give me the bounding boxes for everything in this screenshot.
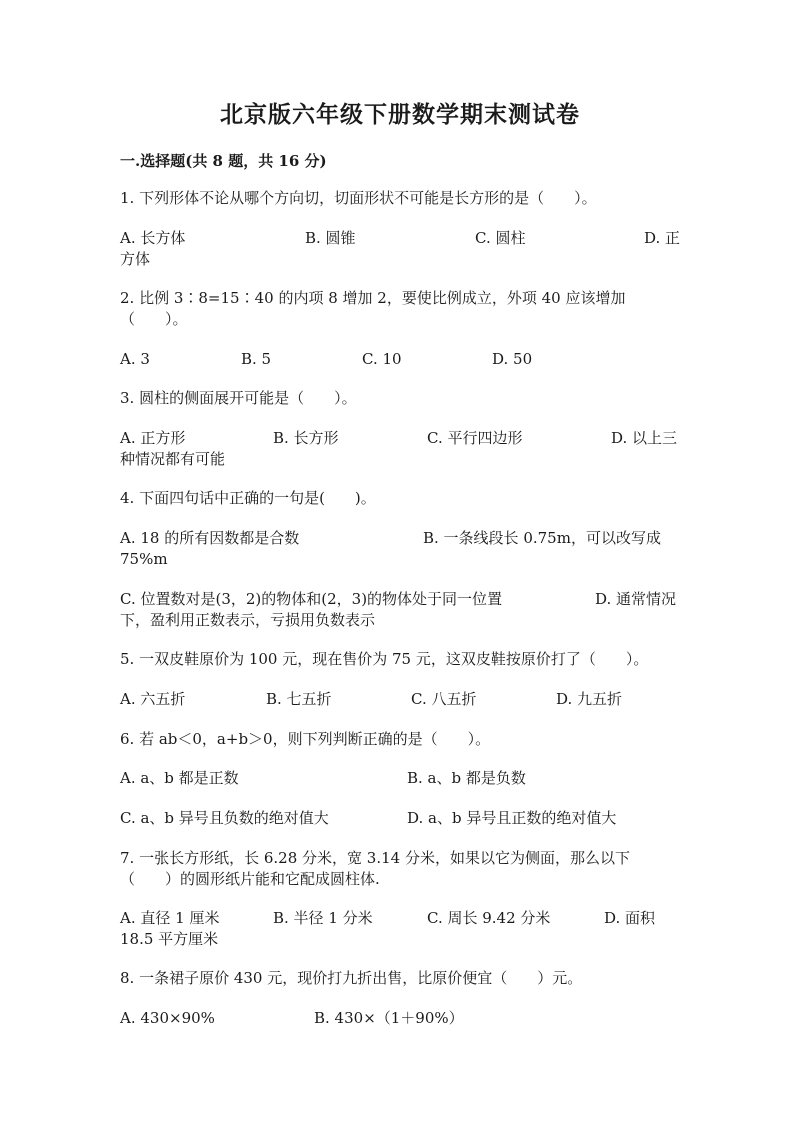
question-5-option-d: D. 九五折 <box>556 690 623 708</box>
question-1-option-c: C. 圆柱 <box>475 229 526 247</box>
question-1-stem: 1. 下列形体不论从哪个方向切，切面形状不可能是长方形的是（ ）。 <box>120 189 597 207</box>
question-3-option-d: D. 以上三 <box>611 429 678 447</box>
question-1-option-a: A. 长方体 <box>120 229 186 247</box>
question-4-option-d: D. 通常情况 <box>595 590 677 608</box>
question-2-option-b: B. 5 <box>241 350 272 368</box>
question-3-option-b: B. 长方形 <box>273 429 339 447</box>
question-2-option-d: D. 50 <box>492 350 533 368</box>
question-6-option-d: D. a、b 异号且正数的绝对值大 <box>407 809 617 827</box>
question-3-option-a: A. 正方形 <box>120 429 186 447</box>
question-7-option-a: A. 直径 1 厘米 <box>120 909 220 927</box>
question-3-option-d-continuation: 种情况都有可能 <box>120 450 226 468</box>
question-1-option-d-continuation: 方体 <box>120 250 151 268</box>
question-5-stem: 5. 一双皮鞋原价为 100 元，现在售价为 75 元，这双皮鞋按原价打了（ ）。 <box>120 650 649 668</box>
question-6-stem: 6. 若 ab＜0，a+b＞0，则下列判断正确的是（ ）。 <box>120 730 491 748</box>
question-1-option-b: B. 圆锥 <box>305 229 356 247</box>
question-1-option-d: D. 正 <box>644 229 681 247</box>
question-5-option-c: C. 八五折 <box>411 690 477 708</box>
question-3-stem: 3. 圆柱的侧面展开可能是（ ）。 <box>120 389 357 407</box>
question-6-option-b: B. a、b 都是负数 <box>407 769 526 787</box>
question-8-stem: 8. 一条裙子原价 430 元，现价打九折出售，比原价便宜（ ）元。 <box>120 969 583 987</box>
question-8-option-b: B. 430×（1＋90%） <box>314 1009 464 1027</box>
question-5-option-a: A. 六五折 <box>120 690 186 708</box>
question-4-option-d-continuation: 下，盈利用正数表示，亏损用负数表示 <box>120 611 376 629</box>
question-7-option-d: D. 面积 <box>604 909 656 927</box>
question-7-option-b: B. 半径 1 分米 <box>273 909 373 927</box>
question-6-option-a: A. a、b 都是正数 <box>120 769 239 787</box>
page-title: 北京版六年级下册数学期末测试卷 <box>220 101 580 128</box>
section-heading: 一.选择题(共 8 题，共 16 分) <box>120 152 327 170</box>
question-2-option-c: C. 10 <box>362 350 402 368</box>
question-2-stem-line-2: （ ）。 <box>120 310 188 328</box>
question-2-option-a: A. 3 <box>120 350 150 368</box>
question-4-option-b: B. 一条线段长 0.75m，可以改写成 <box>423 529 661 547</box>
question-4-option-b-continuation: 75%m <box>120 550 168 568</box>
question-7-option-c: C. 周长 9.42 分米 <box>427 909 551 927</box>
question-2-stem: 2. 比例 3∶8=15∶40 的内项 8 增加 2，要使比例成立，外项 40 应该增加 <box>120 289 626 307</box>
question-7-stem-line-2: （ ）的圆形纸片能和它配成圆柱体. <box>120 870 380 888</box>
question-4-stem: 4. 下面四句话中正确的一句是( )。 <box>120 489 376 507</box>
question-4-option-c: C. 位置数对是(3，2)的物体和(2，3)的物体处于同一位置 <box>120 590 503 608</box>
question-4-option-a: A. 18 的所有因数都是合数 <box>120 529 300 547</box>
question-6-option-c: C. a、b 异号且负数的绝对值大 <box>120 809 329 827</box>
question-8-option-a: A. 430×90% <box>120 1009 215 1027</box>
question-7-stem: 7. 一张长方形纸，长 6.28 分米，宽 3.14 分米，如果以它为侧面，那么以下 <box>120 849 630 867</box>
question-5-option-b: B. 七五折 <box>266 690 332 708</box>
question-7-option-d-continuation: 18.5 平方厘米 <box>120 930 219 948</box>
question-3-option-c: C. 平行四边形 <box>427 429 523 447</box>
